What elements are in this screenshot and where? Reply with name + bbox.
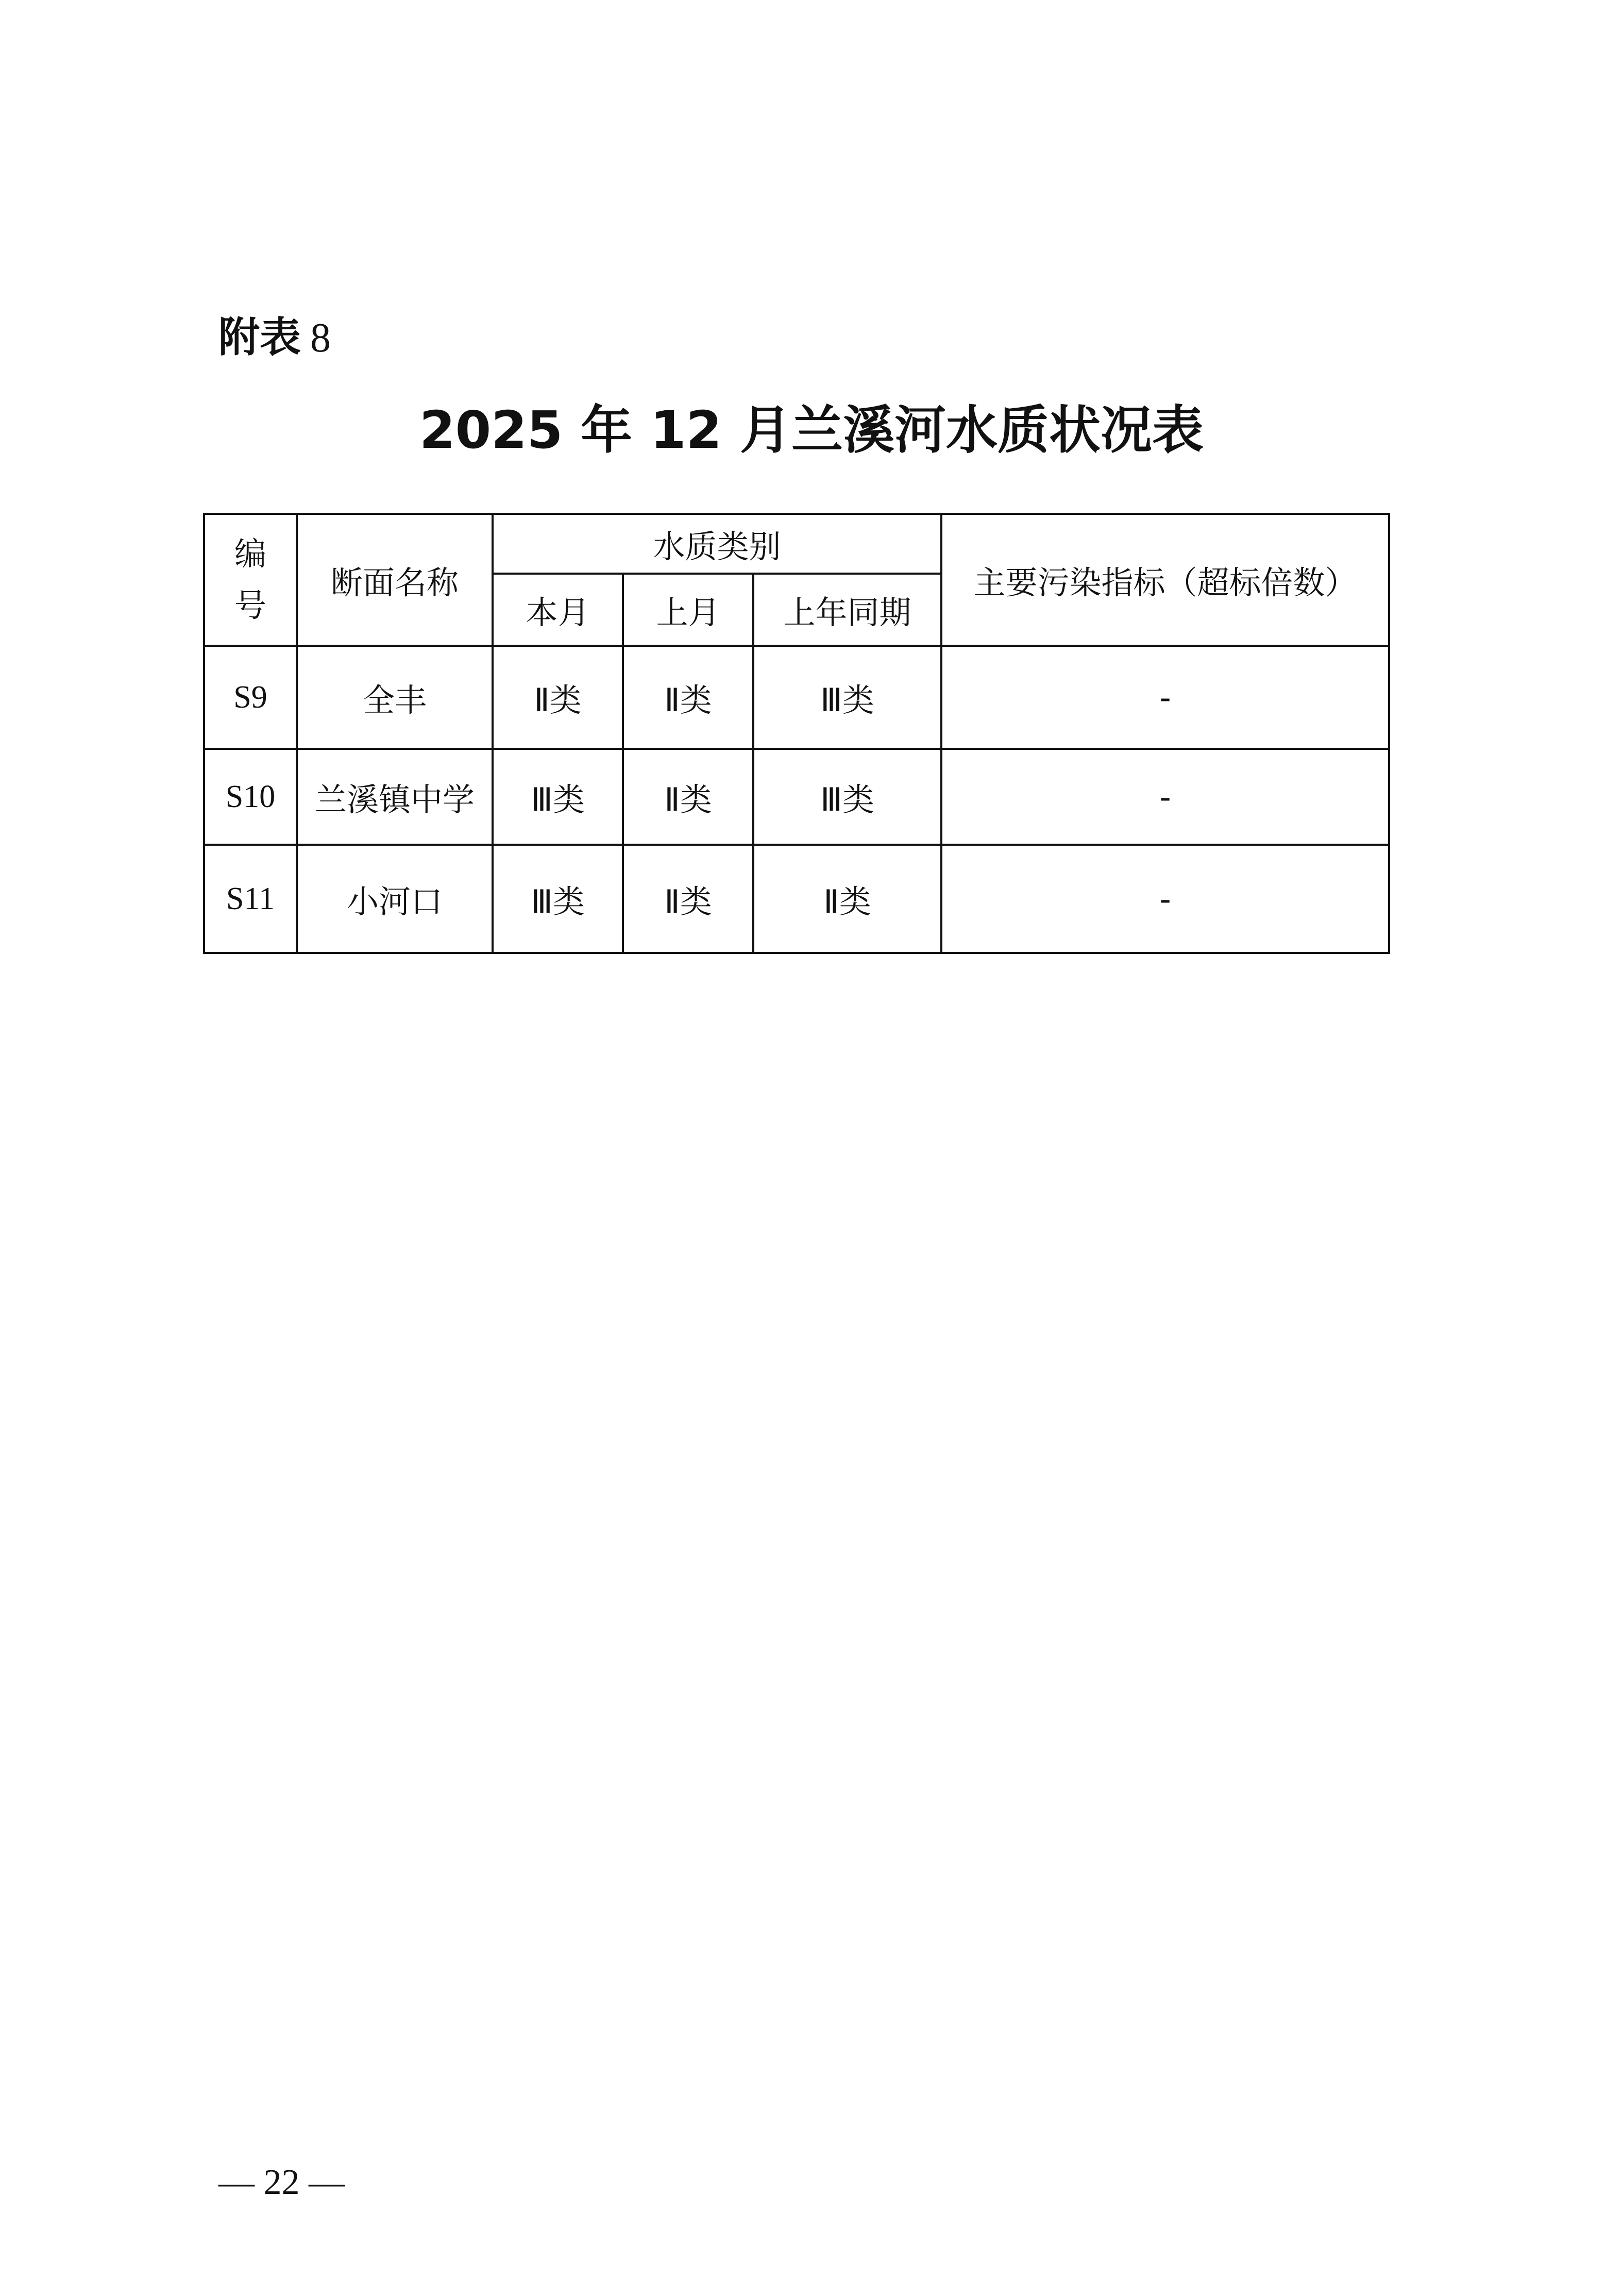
annex-number: 8 [310, 315, 331, 361]
row-last-year: Ⅱ类 [753, 845, 941, 953]
row-pollutants: - [941, 845, 1389, 953]
header-code-label: 编号 [234, 535, 266, 624]
header-same-period-last-year: 上年同期 [753, 574, 941, 646]
row-this-month: Ⅲ类 [493, 845, 623, 953]
header-main-pollutants: 主要污染指标（超标倍数） [941, 514, 1389, 646]
row-section-name: 小河口 [297, 845, 493, 953]
table-row [204, 845, 1389, 953]
row-this-month: Ⅲ类 [493, 749, 623, 845]
header-this-month: 本月 [493, 574, 623, 646]
annex-label [218, 309, 331, 366]
header-row-1 [204, 514, 1389, 574]
row-last-month: Ⅱ类 [623, 646, 753, 749]
row-this-month: Ⅱ类 [493, 646, 623, 749]
header-section-name: 断面名称 [297, 514, 493, 646]
row-pollutants: - [941, 646, 1389, 749]
document-title: 2025 年 12 月兰溪河水质状况表 [419, 400, 1204, 460]
row-code: S11 [204, 845, 297, 953]
row-last-year: Ⅲ类 [753, 749, 941, 845]
header-water-class: 水质类别 [493, 514, 941, 574]
row-pollutants: - [941, 749, 1389, 845]
header-code [204, 514, 297, 646]
header-last-month: 上月 [623, 574, 753, 646]
table-row [204, 749, 1389, 845]
row-last-month: Ⅱ类 [623, 749, 753, 845]
row-last-month: Ⅱ类 [623, 845, 753, 953]
row-section-name: 兰溪镇中学 [297, 749, 493, 845]
row-code: S10 [204, 749, 297, 845]
row-last-year: Ⅲ类 [753, 646, 941, 749]
row-section-name: 全丰 [297, 646, 493, 749]
row-code: S9 [204, 646, 297, 749]
page-number: — 22 — [218, 2163, 345, 2202]
water-quality-table [203, 513, 1390, 954]
table-row [204, 646, 1389, 749]
annex-label-text: 附表 [218, 313, 301, 361]
